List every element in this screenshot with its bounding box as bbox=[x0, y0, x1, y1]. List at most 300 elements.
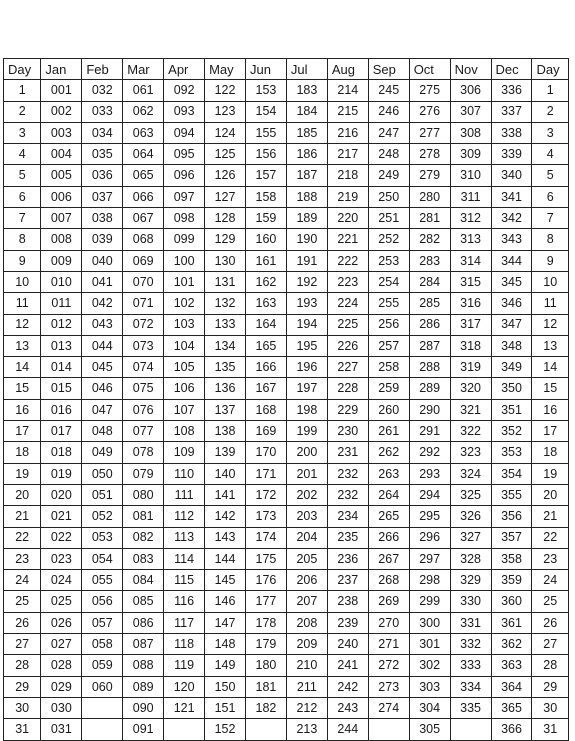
table-cell: 302 bbox=[409, 655, 450, 676]
table-cell: 046 bbox=[82, 378, 123, 399]
day-cell: 5 bbox=[4, 165, 41, 186]
table-cell: 240 bbox=[327, 634, 368, 655]
table-cell: 133 bbox=[205, 314, 246, 335]
table-cell: 026 bbox=[41, 612, 82, 633]
table-cell: 054 bbox=[82, 548, 123, 569]
table-cell: 217 bbox=[327, 144, 368, 165]
day-cell: 15 bbox=[4, 378, 41, 399]
table-cell: 329 bbox=[450, 570, 491, 591]
table-cell: 136 bbox=[205, 378, 246, 399]
table-cell: 326 bbox=[450, 506, 491, 527]
table-cell: 036 bbox=[82, 165, 123, 186]
table-cell: 117 bbox=[164, 612, 205, 633]
table-row bbox=[4, 484, 569, 505]
table-cell: 365 bbox=[491, 697, 532, 718]
table-cell: 005 bbox=[41, 165, 82, 186]
table-cell: 128 bbox=[205, 208, 246, 229]
table-cell: 222 bbox=[327, 250, 368, 271]
day-cell: 23 bbox=[4, 548, 41, 569]
table-cell: 143 bbox=[205, 527, 246, 548]
day-cell-right: 17 bbox=[532, 421, 569, 442]
table-cell: 194 bbox=[286, 314, 327, 335]
table-cell: 355 bbox=[491, 484, 532, 505]
table-cell: 211 bbox=[286, 676, 327, 697]
table-cell: 269 bbox=[368, 591, 409, 612]
table-cell: 076 bbox=[123, 399, 164, 420]
day-cell-right: 25 bbox=[532, 591, 569, 612]
table-cell: 184 bbox=[286, 101, 327, 122]
table-cell: 284 bbox=[409, 271, 450, 292]
table-cell: 363 bbox=[491, 655, 532, 676]
table-cell: 213 bbox=[286, 719, 327, 740]
table-cell: 175 bbox=[246, 548, 287, 569]
table-cell: 116 bbox=[164, 591, 205, 612]
table-cell: 216 bbox=[327, 122, 368, 143]
day-cell: 19 bbox=[4, 463, 41, 484]
table-cell: 149 bbox=[205, 655, 246, 676]
table-cell: 351 bbox=[491, 399, 532, 420]
table-cell: 225 bbox=[327, 314, 368, 335]
table-cell: 295 bbox=[409, 506, 450, 527]
table-row bbox=[4, 527, 569, 548]
column-header: Day bbox=[532, 59, 569, 80]
table-cell: 357 bbox=[491, 527, 532, 548]
table-cell: 083 bbox=[123, 548, 164, 569]
table-cell: 068 bbox=[123, 229, 164, 250]
day-cell: 10 bbox=[4, 271, 41, 292]
table-cell: 049 bbox=[82, 442, 123, 463]
table-cell: 352 bbox=[491, 421, 532, 442]
table-cell: 091 bbox=[123, 719, 164, 740]
table-cell: 364 bbox=[491, 676, 532, 697]
table-cell: 256 bbox=[368, 314, 409, 335]
day-cell-right: 5 bbox=[532, 165, 569, 186]
table-cell: 249 bbox=[368, 165, 409, 186]
table-cell: 291 bbox=[409, 421, 450, 442]
table-row bbox=[4, 101, 569, 122]
table-cell: 165 bbox=[246, 335, 287, 356]
table-cell: 315 bbox=[450, 271, 491, 292]
day-cell-right: 19 bbox=[532, 463, 569, 484]
table-cell: 201 bbox=[286, 463, 327, 484]
table-cell: 066 bbox=[123, 186, 164, 207]
table-cell: 030 bbox=[41, 697, 82, 718]
table-cell: 044 bbox=[82, 335, 123, 356]
table-cell: 327 bbox=[450, 527, 491, 548]
table-cell: 022 bbox=[41, 527, 82, 548]
table-cell bbox=[450, 719, 491, 740]
table-cell: 037 bbox=[82, 186, 123, 207]
day-cell: 25 bbox=[4, 591, 41, 612]
table-row bbox=[4, 655, 569, 676]
table-cell: 061 bbox=[123, 80, 164, 101]
table-cell: 159 bbox=[246, 208, 287, 229]
table-cell: 336 bbox=[491, 80, 532, 101]
table-cell: 235 bbox=[327, 527, 368, 548]
day-cell-right: 29 bbox=[532, 676, 569, 697]
table-cell: 362 bbox=[491, 634, 532, 655]
day-cell-right: 14 bbox=[532, 357, 569, 378]
table-cell: 335 bbox=[450, 697, 491, 718]
table-cell: 047 bbox=[82, 399, 123, 420]
table-cell: 146 bbox=[205, 591, 246, 612]
table-cell: 071 bbox=[123, 293, 164, 314]
table-cell: 055 bbox=[82, 570, 123, 591]
table-cell: 274 bbox=[368, 697, 409, 718]
table-cell: 042 bbox=[82, 293, 123, 314]
day-cell: 27 bbox=[4, 634, 41, 655]
table-cell: 349 bbox=[491, 357, 532, 378]
table-cell: 123 bbox=[205, 101, 246, 122]
table-cell: 088 bbox=[123, 655, 164, 676]
table-cell: 131 bbox=[205, 271, 246, 292]
table-cell: 321 bbox=[450, 399, 491, 420]
day-cell-right: 10 bbox=[532, 271, 569, 292]
table-cell: 114 bbox=[164, 548, 205, 569]
table-cell: 348 bbox=[491, 335, 532, 356]
table-row bbox=[4, 612, 569, 633]
table-cell: 154 bbox=[246, 101, 287, 122]
table-cell: 193 bbox=[286, 293, 327, 314]
table-cell bbox=[164, 719, 205, 740]
table-cell: 332 bbox=[450, 634, 491, 655]
table-cell: 281 bbox=[409, 208, 450, 229]
table-cell: 169 bbox=[246, 421, 287, 442]
day-cell: 6 bbox=[4, 186, 41, 207]
table-cell: 356 bbox=[491, 506, 532, 527]
table-cell: 244 bbox=[327, 719, 368, 740]
table-cell: 229 bbox=[327, 399, 368, 420]
table-cell: 339 bbox=[491, 144, 532, 165]
table-cell: 134 bbox=[205, 335, 246, 356]
table-cell: 273 bbox=[368, 676, 409, 697]
table-cell: 153 bbox=[246, 80, 287, 101]
table-cell: 120 bbox=[164, 676, 205, 697]
table-row bbox=[4, 122, 569, 143]
day-cell-right: 22 bbox=[532, 527, 569, 548]
table-cell: 053 bbox=[82, 527, 123, 548]
table-cell: 227 bbox=[327, 357, 368, 378]
table-cell: 279 bbox=[409, 165, 450, 186]
table-cell: 300 bbox=[409, 612, 450, 633]
table-cell: 121 bbox=[164, 697, 205, 718]
table-cell: 350 bbox=[491, 378, 532, 399]
table-cell: 354 bbox=[491, 463, 532, 484]
table-cell: 038 bbox=[82, 208, 123, 229]
day-cell-right: 13 bbox=[532, 335, 569, 356]
table-cell: 141 bbox=[205, 484, 246, 505]
table-cell: 307 bbox=[450, 101, 491, 122]
table-cell: 313 bbox=[450, 229, 491, 250]
table-cell: 092 bbox=[164, 80, 205, 101]
table-cell: 340 bbox=[491, 165, 532, 186]
table-cell: 262 bbox=[368, 442, 409, 463]
table-row bbox=[4, 80, 569, 101]
table-cell: 035 bbox=[82, 144, 123, 165]
table-cell: 185 bbox=[286, 122, 327, 143]
column-header: Jun bbox=[246, 59, 287, 80]
table-cell: 258 bbox=[368, 357, 409, 378]
column-header: Oct bbox=[409, 59, 450, 80]
table-cell: 330 bbox=[450, 591, 491, 612]
table-cell: 023 bbox=[41, 548, 82, 569]
table-cell: 242 bbox=[327, 676, 368, 697]
table-cell: 197 bbox=[286, 378, 327, 399]
day-cell-right: 8 bbox=[532, 229, 569, 250]
table-cell: 060 bbox=[82, 676, 123, 697]
day-cell: 1 bbox=[4, 80, 41, 101]
day-cell: 14 bbox=[4, 357, 41, 378]
table-cell: 280 bbox=[409, 186, 450, 207]
table-cell: 033 bbox=[82, 101, 123, 122]
table-cell: 342 bbox=[491, 208, 532, 229]
table-cell: 164 bbox=[246, 314, 287, 335]
table-cell: 299 bbox=[409, 591, 450, 612]
table-cell: 287 bbox=[409, 335, 450, 356]
table-row bbox=[4, 378, 569, 399]
day-cell: 3 bbox=[4, 122, 41, 143]
table-row bbox=[4, 335, 569, 356]
day-cell-right: 9 bbox=[532, 250, 569, 271]
table-cell: 111 bbox=[164, 484, 205, 505]
table-cell: 093 bbox=[164, 101, 205, 122]
table-cell: 144 bbox=[205, 548, 246, 569]
table-cell: 080 bbox=[123, 484, 164, 505]
table-cell: 366 bbox=[491, 719, 532, 740]
table-cell: 110 bbox=[164, 463, 205, 484]
table-cell: 214 bbox=[327, 80, 368, 101]
day-cell-right: 31 bbox=[532, 719, 569, 740]
table-cell: 020 bbox=[41, 484, 82, 505]
table-cell: 077 bbox=[123, 421, 164, 442]
table-cell: 173 bbox=[246, 506, 287, 527]
table-cell: 228 bbox=[327, 378, 368, 399]
table-cell: 166 bbox=[246, 357, 287, 378]
table-cell: 325 bbox=[450, 484, 491, 505]
column-header: Nov bbox=[450, 59, 491, 80]
table-cell: 129 bbox=[205, 229, 246, 250]
table-cell: 021 bbox=[41, 506, 82, 527]
table-cell: 358 bbox=[491, 548, 532, 569]
table-cell: 232 bbox=[327, 484, 368, 505]
table-row bbox=[4, 591, 569, 612]
table-cell: 248 bbox=[368, 144, 409, 165]
table-cell: 183 bbox=[286, 80, 327, 101]
day-cell-right: 18 bbox=[532, 442, 569, 463]
table-cell: 199 bbox=[286, 421, 327, 442]
table-cell: 162 bbox=[246, 271, 287, 292]
table-cell: 263 bbox=[368, 463, 409, 484]
day-cell: 18 bbox=[4, 442, 41, 463]
table-cell: 119 bbox=[164, 655, 205, 676]
table-cell: 259 bbox=[368, 378, 409, 399]
table-cell: 210 bbox=[286, 655, 327, 676]
table-cell: 101 bbox=[164, 271, 205, 292]
table-cell: 017 bbox=[41, 421, 82, 442]
table-cell: 112 bbox=[164, 506, 205, 527]
table-row bbox=[4, 463, 569, 484]
table-header bbox=[4, 59, 569, 80]
table-row bbox=[4, 570, 569, 591]
table-cell: 008 bbox=[41, 229, 82, 250]
table-cell: 219 bbox=[327, 186, 368, 207]
table-cell: 344 bbox=[491, 250, 532, 271]
table-cell: 301 bbox=[409, 634, 450, 655]
day-cell: 29 bbox=[4, 676, 41, 697]
table-row bbox=[4, 357, 569, 378]
table-cell: 270 bbox=[368, 612, 409, 633]
table-row bbox=[4, 676, 569, 697]
table-cell: 161 bbox=[246, 250, 287, 271]
table-row bbox=[4, 442, 569, 463]
table-cell: 188 bbox=[286, 186, 327, 207]
table-cell: 064 bbox=[123, 144, 164, 165]
day-cell: 28 bbox=[4, 655, 41, 676]
table-cell: 245 bbox=[368, 80, 409, 101]
header-row bbox=[4, 59, 569, 80]
table-cell: 317 bbox=[450, 314, 491, 335]
table-cell: 328 bbox=[450, 548, 491, 569]
table-cell: 003 bbox=[41, 122, 82, 143]
table-cell: 243 bbox=[327, 697, 368, 718]
table-cell: 177 bbox=[246, 591, 287, 612]
table-cell: 230 bbox=[327, 421, 368, 442]
table-cell: 310 bbox=[450, 165, 491, 186]
day-cell: 9 bbox=[4, 250, 41, 271]
table-cell: 039 bbox=[82, 229, 123, 250]
table-cell: 018 bbox=[41, 442, 82, 463]
table-cell: 081 bbox=[123, 506, 164, 527]
day-cell: 11 bbox=[4, 293, 41, 314]
table-cell: 252 bbox=[368, 229, 409, 250]
table-cell: 104 bbox=[164, 335, 205, 356]
table-row bbox=[4, 314, 569, 335]
table-cell: 024 bbox=[41, 570, 82, 591]
table-cell: 012 bbox=[41, 314, 82, 335]
day-cell-right: 1 bbox=[532, 80, 569, 101]
table-cell: 206 bbox=[286, 570, 327, 591]
table-cell bbox=[368, 719, 409, 740]
day-cell: 12 bbox=[4, 314, 41, 335]
table-cell: 115 bbox=[164, 570, 205, 591]
table-cell: 337 bbox=[491, 101, 532, 122]
table-cell: 236 bbox=[327, 548, 368, 569]
column-header: Apr bbox=[164, 59, 205, 80]
day-cell-right: 16 bbox=[532, 399, 569, 420]
table-cell: 070 bbox=[123, 271, 164, 292]
table-cell: 150 bbox=[205, 676, 246, 697]
table-cell: 171 bbox=[246, 463, 287, 484]
table-cell: 016 bbox=[41, 399, 82, 420]
table-cell: 157 bbox=[246, 165, 287, 186]
table-cell: 309 bbox=[450, 144, 491, 165]
table-cell: 322 bbox=[450, 421, 491, 442]
table-cell: 289 bbox=[409, 378, 450, 399]
table-cell: 174 bbox=[246, 527, 287, 548]
table-cell: 257 bbox=[368, 335, 409, 356]
table-cell: 009 bbox=[41, 250, 82, 271]
table-cell: 282 bbox=[409, 229, 450, 250]
table-cell: 156 bbox=[246, 144, 287, 165]
table-cell: 347 bbox=[491, 314, 532, 335]
table-cell: 189 bbox=[286, 208, 327, 229]
table-cell: 275 bbox=[409, 80, 450, 101]
day-cell-right: 6 bbox=[532, 186, 569, 207]
table-cell: 170 bbox=[246, 442, 287, 463]
table-cell: 176 bbox=[246, 570, 287, 591]
table-cell: 209 bbox=[286, 634, 327, 655]
table-cell: 163 bbox=[246, 293, 287, 314]
table-cell: 058 bbox=[82, 634, 123, 655]
table-cell: 040 bbox=[82, 250, 123, 271]
table-cell: 025 bbox=[41, 591, 82, 612]
table-cell: 065 bbox=[123, 165, 164, 186]
table-cell: 155 bbox=[246, 122, 287, 143]
table-cell: 207 bbox=[286, 591, 327, 612]
table-cell: 360 bbox=[491, 591, 532, 612]
table-cell: 215 bbox=[327, 101, 368, 122]
table-cell: 063 bbox=[123, 122, 164, 143]
day-cell-right: 23 bbox=[532, 548, 569, 569]
table-cell: 122 bbox=[205, 80, 246, 101]
table-cell: 320 bbox=[450, 378, 491, 399]
table-cell: 220 bbox=[327, 208, 368, 229]
table-cell: 316 bbox=[450, 293, 491, 314]
table-cell: 006 bbox=[41, 186, 82, 207]
table-cell: 151 bbox=[205, 697, 246, 718]
table-cell: 124 bbox=[205, 122, 246, 143]
day-cell: 26 bbox=[4, 612, 41, 633]
day-cell-right: 4 bbox=[532, 144, 569, 165]
table-cell: 073 bbox=[123, 335, 164, 356]
table-cell: 296 bbox=[409, 527, 450, 548]
day-cell-right: 28 bbox=[532, 655, 569, 676]
day-cell-right: 27 bbox=[532, 634, 569, 655]
table-cell: 333 bbox=[450, 655, 491, 676]
table-cell: 145 bbox=[205, 570, 246, 591]
table-cell: 140 bbox=[205, 463, 246, 484]
table-cell: 250 bbox=[368, 186, 409, 207]
table-cell: 102 bbox=[164, 293, 205, 314]
day-cell: 22 bbox=[4, 527, 41, 548]
table-cell: 095 bbox=[164, 144, 205, 165]
day-cell: 30 bbox=[4, 697, 41, 718]
table-cell: 247 bbox=[368, 122, 409, 143]
day-cell: 8 bbox=[4, 229, 41, 250]
column-header: Mar bbox=[123, 59, 164, 80]
column-header: Jul bbox=[286, 59, 327, 80]
table-cell bbox=[82, 719, 123, 740]
table-cell: 019 bbox=[41, 463, 82, 484]
table-cell: 041 bbox=[82, 271, 123, 292]
table-cell: 057 bbox=[82, 612, 123, 633]
table-cell: 267 bbox=[368, 548, 409, 569]
table-cell: 221 bbox=[327, 229, 368, 250]
table-cell: 152 bbox=[205, 719, 246, 740]
table-cell: 186 bbox=[286, 144, 327, 165]
table-cell: 264 bbox=[368, 484, 409, 505]
table-cell: 237 bbox=[327, 570, 368, 591]
column-header: Dec bbox=[491, 59, 532, 80]
table-cell: 346 bbox=[491, 293, 532, 314]
table-cell: 278 bbox=[409, 144, 450, 165]
table-cell: 056 bbox=[82, 591, 123, 612]
table-row bbox=[4, 719, 569, 740]
table-cell: 272 bbox=[368, 655, 409, 676]
table-cell: 085 bbox=[123, 591, 164, 612]
table-cell: 075 bbox=[123, 378, 164, 399]
day-cell: 13 bbox=[4, 335, 41, 356]
